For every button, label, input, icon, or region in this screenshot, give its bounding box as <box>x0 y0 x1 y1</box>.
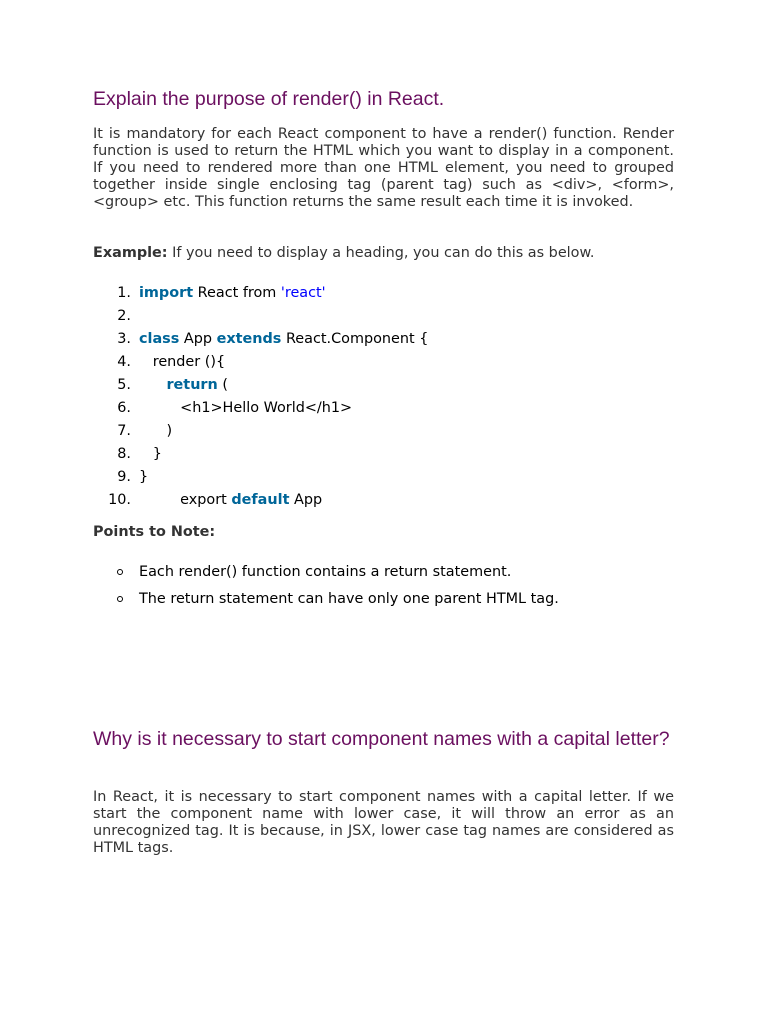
code-line-source <box>139 466 148 489</box>
code-line <box>93 420 674 443</box>
code-text: React.Component { <box>281 331 429 347</box>
code-line <box>93 374 674 397</box>
code-line-source <box>139 374 228 397</box>
render-paragraph: It is mandatory for each React component to have a render() function. Render function is used to return the HTML which you want to display in a component. If you need to rendered more than one HTML element, you need to grouped together inside single enclosing tag (parent tag) such as <div>, <form>, <group> etc. This function returns the same result each time it is invoked. <box>93 126 674 210</box>
note-text: The return statement can have only one parent HTML tag. <box>139 591 559 607</box>
code-line-number: 9. <box>117 469 131 485</box>
code-keyword: return <box>166 377 218 393</box>
code-line-number: 3. <box>117 331 131 347</box>
code-line-source <box>139 397 352 420</box>
code-line <box>93 489 674 512</box>
capital-paragraph: In React, it is necessary to start component names with a capital letter. If we start the component name with lower case, it will throw an error as an unrecognized tag. It is because, in JSX, lower case tag names are considered as HTML tags. <box>93 789 674 856</box>
code-line-number: 10. <box>108 492 131 508</box>
code-line-source <box>139 489 322 512</box>
code-line <box>93 443 674 466</box>
code-text: App <box>179 331 217 347</box>
code-text: <h1>Hello World</h1> <box>139 400 353 416</box>
code-line <box>93 328 674 351</box>
code-keyword: default <box>231 492 290 508</box>
code-text: ) <box>139 423 173 439</box>
code-line-number: 6. <box>117 400 131 416</box>
code-line <box>93 305 674 328</box>
code-line-source <box>139 282 326 305</box>
code-text: React from <box>193 285 281 301</box>
code-line-number: 1. <box>117 285 131 301</box>
section-heading-render: Explain the purpose of render() in React. <box>93 88 445 110</box>
code-text: export <box>139 492 232 508</box>
code-line-number: 2. <box>117 308 131 324</box>
code-listing <box>93 282 674 512</box>
code-line <box>93 282 674 305</box>
code-text: App <box>289 492 323 508</box>
example-text: If you need to display a heading, you can do this as below. <box>167 245 595 261</box>
code-line-source <box>139 328 428 351</box>
code-text: ( <box>217 377 228 393</box>
points-to-note-title: Points to Note: <box>93 524 216 540</box>
code-text: } <box>139 446 162 462</box>
code-text <box>139 377 166 393</box>
section-heading-capital: Why is it necessary to start component names with a capital letter? <box>93 728 670 750</box>
example-line <box>93 245 674 262</box>
code-line-number: 8. <box>117 446 131 462</box>
code-keyword: extends <box>216 331 282 347</box>
code-line-number: 4. <box>117 354 131 370</box>
code-keyword: class <box>139 331 180 347</box>
code-string: 'react' <box>280 285 326 301</box>
code-line-number: 5. <box>117 377 131 393</box>
code-text: } <box>139 469 149 485</box>
code-line-number: 7. <box>117 423 131 439</box>
code-line <box>93 351 674 374</box>
circle-bullet-icon <box>117 569 123 575</box>
circle-bullet-icon <box>117 596 123 602</box>
code-line-source <box>139 420 172 443</box>
example-label: Example: <box>93 245 168 261</box>
code-line-source <box>139 351 225 374</box>
code-line <box>93 466 674 489</box>
list-item <box>93 562 674 589</box>
code-line <box>93 397 674 420</box>
code-line-source <box>139 443 162 466</box>
code-keyword: import <box>139 285 194 301</box>
notes-list <box>93 562 674 616</box>
note-text: Each render() function contains a return statement. <box>139 564 512 580</box>
list-item <box>93 589 674 616</box>
code-text: render (){ <box>139 354 226 370</box>
